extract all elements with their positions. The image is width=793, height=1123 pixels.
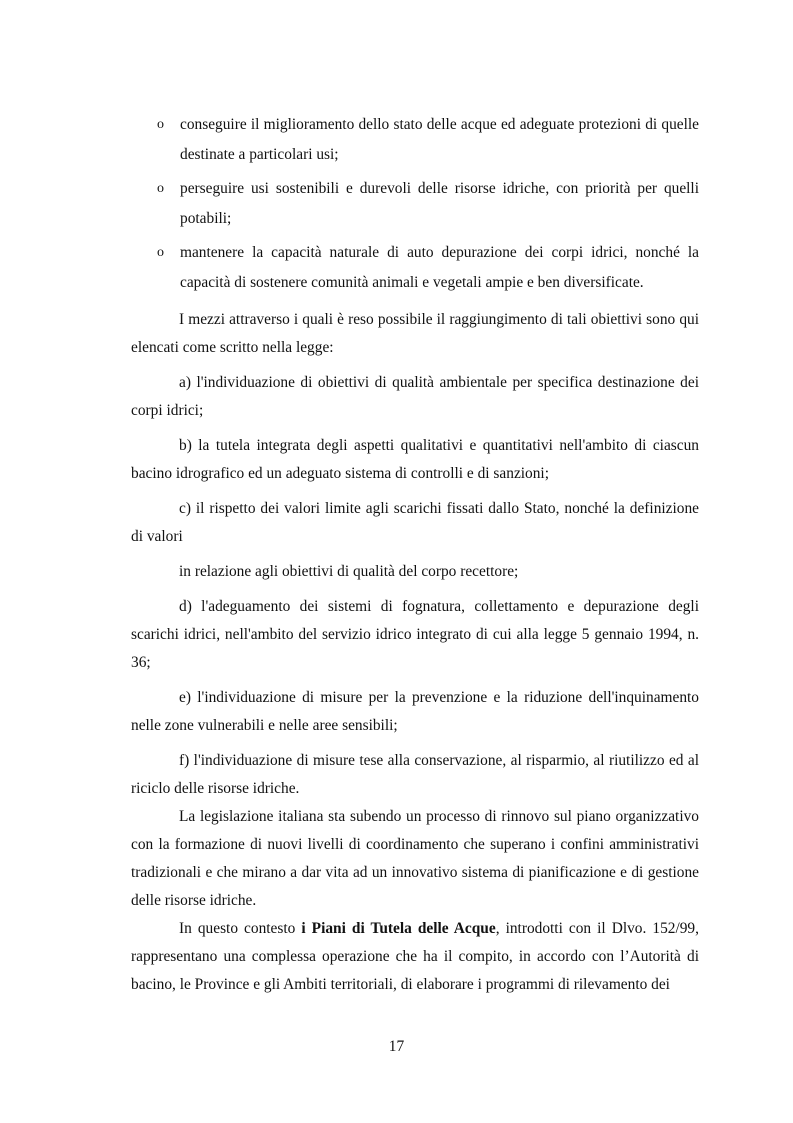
bullet-marker: o [157, 181, 164, 196]
item-c-continuation: in relazione agli obiettivi di qualità del corpo recettore; [179, 563, 519, 580]
context-text-before: In questo contesto [179, 920, 302, 937]
item-f-paragraph: f) l'individuazione di misure tese alla conservazione, al risparmio, al riutilizzo ed al riciclo delle risorse idriche. [131, 752, 699, 797]
item-b-paragraph: b) la tutela integrata degli aspetti qualitativi e quantitativi nell'ambito di ciascun bacino idrografico ed un adeguato sistema di controlli e di sanzioni; [131, 437, 699, 482]
item-a-paragraph: a) l'individuazione di obiettivi di qualità ambientale per specifica destinazione dei corpi idrici; [131, 374, 699, 419]
page-number: 17 [388, 1038, 405, 1055]
item-e-paragraph: e) l'individuazione di misure per la prevenzione e la riduzione dell'inquinamento nelle zone vulnerabili e nelle aree sensibili; [131, 689, 699, 734]
bullet-item [131, 174, 699, 234]
bullet-marker: o [157, 117, 164, 132]
page-body [131, 110, 699, 999]
legislation-paragraph: La legislazione italiana sta subendo un processo di rinnovo sul piano organizzativo con la formazione di nuovi livelli di coordinamento che superano i confini amministrativi tradizionali e che mirano a dar vita ad un innovativo sistema di pianificazione e di gestione delle risorse idriche. [131, 808, 699, 909]
intro-paragraph: I mezzi attraverso i quali è reso possibile il raggiungimento di tali obiettivi sono qui elencati come scritto nella legge: [131, 311, 699, 356]
bullet-item [131, 110, 699, 170]
bullet-text: mantenere la capacità naturale di auto depurazione dei corpi idrici, nonché la capacità di sostenere comunità animali e vegetali ampie e ben diversificate. [180, 244, 699, 291]
context-paragraph [131, 915, 699, 999]
bullet-marker: o [157, 245, 164, 260]
item-c-paragraph: c) il rispetto dei valori limite agli scarichi fissati dallo Stato, nonché la definizione di valori [131, 500, 699, 545]
plan-title-bold: i Piani di Tutela delle Acque [301, 920, 496, 937]
context-text-after: , introdotti con il Dlvo. 152/99, rappresentano una complessa operazione che ha il compito, in accordo con l’Autorità di bacino, le Province e gli Ambiti territoriali, di elaborare i programmi di rilevamento dei [131, 920, 699, 993]
bullet-item [131, 238, 699, 298]
bullet-text: perseguire usi sostenibili e durevoli delle risorse idriche, con priorità per quelli potabili; [180, 180, 699, 227]
item-d-paragraph: d) l'adeguamento dei sistemi di fognatura, collettamento e depurazione degli scarichi idrici, nell'ambito del servizio idrico integrato di cui alla legge 5 gennaio 1994, n. 36; [131, 598, 699, 671]
bullet-text: conseguire il miglioramento dello stato delle acque ed adeguate protezioni di quelle destinate a particolari usi; [180, 116, 699, 163]
